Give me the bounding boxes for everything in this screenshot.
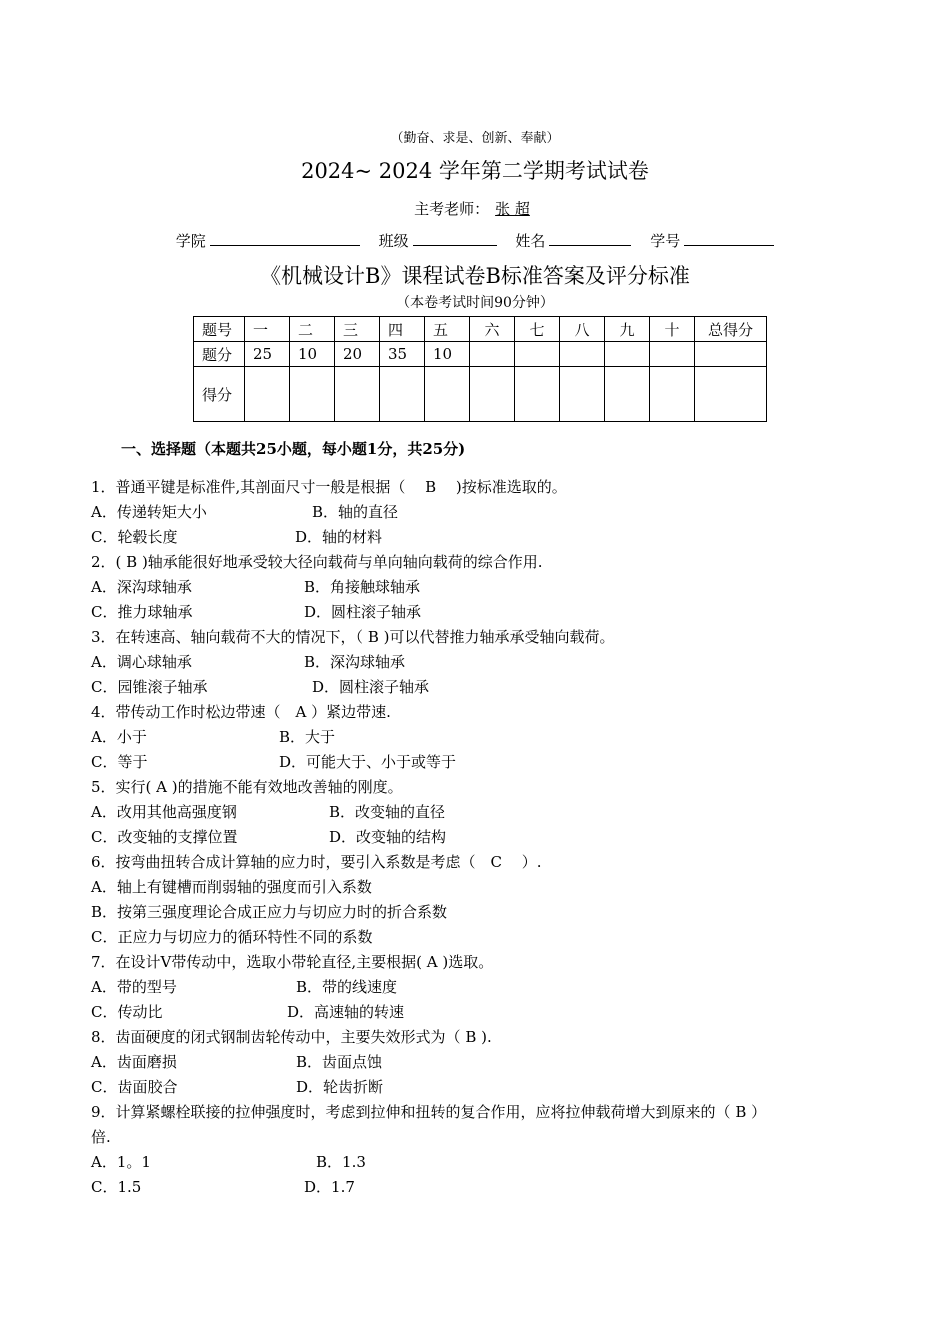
class-blank[interactable]	[413, 231, 497, 246]
question-text: 2．( B )轴承能很好地承受较大径向载荷与单向轴向载荷的综合作用.	[91, 553, 543, 571]
points-cell	[515, 342, 560, 367]
option: D．改变轴的结构	[329, 828, 447, 846]
question-text: 9．计算紧螺栓联接的拉伸强度时，考虑到拉伸和扭转的复合作用，应将拉伸载荷增大到原来的（ B ）	[91, 1103, 767, 1121]
column-header: 二	[290, 317, 335, 342]
row-label: 题号	[194, 317, 245, 342]
teacher-label: 主考老师：	[414, 200, 490, 218]
option: B．齿面点蚀	[296, 1053, 383, 1071]
option: D．1.7	[304, 1178, 355, 1196]
points-cell	[470, 342, 515, 367]
option: B．带的线速度	[296, 978, 398, 996]
question-text: 6．按弯曲扭转合成计算轴的应力时，要引入系数是考虑（ C ）.	[91, 853, 542, 871]
option: D．可能大于、小于或等于	[279, 753, 457, 771]
option: B．1.3	[316, 1153, 366, 1171]
option: C．轮毂长度	[91, 528, 178, 546]
column-header: 六	[470, 317, 515, 342]
option: C．齿面胶合	[91, 1078, 178, 1096]
question-text: 1．普通平键是标准件,其剖面尺寸一般是根据（ B )按标准选取的。	[91, 478, 567, 496]
option: D．高速轴的转速	[287, 1003, 405, 1021]
class-label: 班级	[378, 232, 409, 250]
column-header: 七	[515, 317, 560, 342]
option: B．大于	[279, 728, 336, 746]
option: C．等于	[91, 753, 148, 771]
exam-duration: （本卷考试时间90分钟）	[396, 295, 554, 311]
points-cell	[650, 342, 695, 367]
id-blank[interactable]	[684, 231, 774, 246]
option: C．推力球轴承	[91, 603, 193, 621]
option: A．传递转矩大小	[91, 503, 207, 521]
name-label: 姓名	[515, 232, 546, 250]
option: A．轴上有键槽而削弱轴的强度而引入系数	[91, 878, 372, 896]
row-label: 得分	[194, 367, 245, 422]
option: C．1.5	[91, 1178, 142, 1196]
option: B．改变轴的直径	[329, 803, 446, 821]
paper-title: 《机械设计B》课程试卷B标准答案及评分标准	[260, 264, 690, 288]
college-label: 学院	[175, 232, 206, 250]
score-table-row	[194, 317, 767, 342]
score-cell[interactable]	[605, 367, 650, 422]
option: C．传动比	[91, 1003, 163, 1021]
option: D．圆柱滚子轴承	[304, 603, 422, 621]
option: A．1。1	[91, 1153, 151, 1171]
score-cell[interactable]	[335, 367, 380, 422]
name-blank[interactable]	[549, 231, 631, 246]
column-header: 三	[335, 317, 380, 342]
college-blank[interactable]	[210, 231, 360, 246]
student-info-line	[0, 230, 950, 251]
option: D．轮齿折断	[296, 1078, 384, 1096]
points-cell: 10	[425, 342, 470, 367]
question-text: 5．实行( A )的措施不能有效地改善轴的刚度。	[91, 778, 403, 796]
option: B．角接触球轴承	[304, 578, 421, 596]
option: A．带的型号	[91, 978, 177, 996]
column-header: 八	[560, 317, 605, 342]
option: C．改变轴的支撑位置	[91, 828, 238, 846]
option: C．正应力与切应力的循环特性不同的系数	[91, 928, 373, 946]
teacher-name: 张 超	[495, 200, 530, 218]
points-cell	[560, 342, 605, 367]
column-header: 十	[650, 317, 695, 342]
column-header: 一	[245, 317, 290, 342]
score-cell[interactable]	[425, 367, 470, 422]
score-table	[193, 316, 767, 422]
teacher-line	[0, 198, 950, 219]
score-cell[interactable]	[515, 367, 560, 422]
option: A．小于	[91, 728, 147, 746]
option: B．按第三强度理论合成正应力与切应力时的折合系数	[91, 903, 448, 921]
section-title: 一、选择题（本题共25小题，每小题1分，共25分)	[121, 440, 466, 458]
motto: （勤奋、求是、创新、奉献）	[390, 131, 560, 146]
score-cell[interactable]	[380, 367, 425, 422]
score-cell[interactable]	[290, 367, 335, 422]
row-label: 题分	[194, 342, 245, 367]
points-cell	[695, 342, 767, 367]
id-label: 学号	[650, 232, 681, 250]
points-cell: 10	[290, 342, 335, 367]
score-table-row	[194, 367, 767, 422]
question-text: 7．在设计V带传动中，选取小带轮直径,主要根据( A )选取。	[91, 953, 494, 971]
exam-title: 2024~ 2024 学年第二学期考试试卷	[301, 159, 649, 183]
question-text: 4．带传动工作时松边带速（ A ）紧边带速.	[91, 703, 391, 721]
column-header: 九	[605, 317, 650, 342]
option: A．调心球轴承	[91, 653, 192, 671]
column-header: 四	[380, 317, 425, 342]
option: A．齿面磨损	[91, 1053, 177, 1071]
column-header: 五	[425, 317, 470, 342]
option: B．深沟球轴承	[304, 653, 406, 671]
score-cell[interactable]	[245, 367, 290, 422]
score-cell[interactable]	[560, 367, 605, 422]
option: D．轴的材料	[295, 528, 383, 546]
points-cell	[605, 342, 650, 367]
option: D．圆柱滚子轴承	[312, 678, 430, 696]
score-cell[interactable]	[695, 367, 767, 422]
score-table-row	[194, 342, 767, 367]
points-cell: 25	[245, 342, 290, 367]
question-text: 8．齿面硬度的闭式钢制齿轮传动中，主要失效形式为（ B ).	[91, 1028, 492, 1046]
option: B．轴的直径	[312, 503, 399, 521]
question-text: 3．在转速高、轴向载荷不大的情况下，（ B )可以代替推力轴承承受轴向载荷。	[91, 628, 615, 646]
option: A．改用其他高强度钢	[91, 803, 237, 821]
score-cell[interactable]	[650, 367, 695, 422]
question-text-continued: 倍.	[91, 1128, 111, 1146]
points-cell: 20	[335, 342, 380, 367]
points-cell: 35	[380, 342, 425, 367]
option: C．园锥滚子轴承	[91, 678, 208, 696]
option: A．深沟球轴承	[91, 578, 192, 596]
score-cell[interactable]	[470, 367, 515, 422]
column-header: 总得分	[695, 317, 767, 342]
